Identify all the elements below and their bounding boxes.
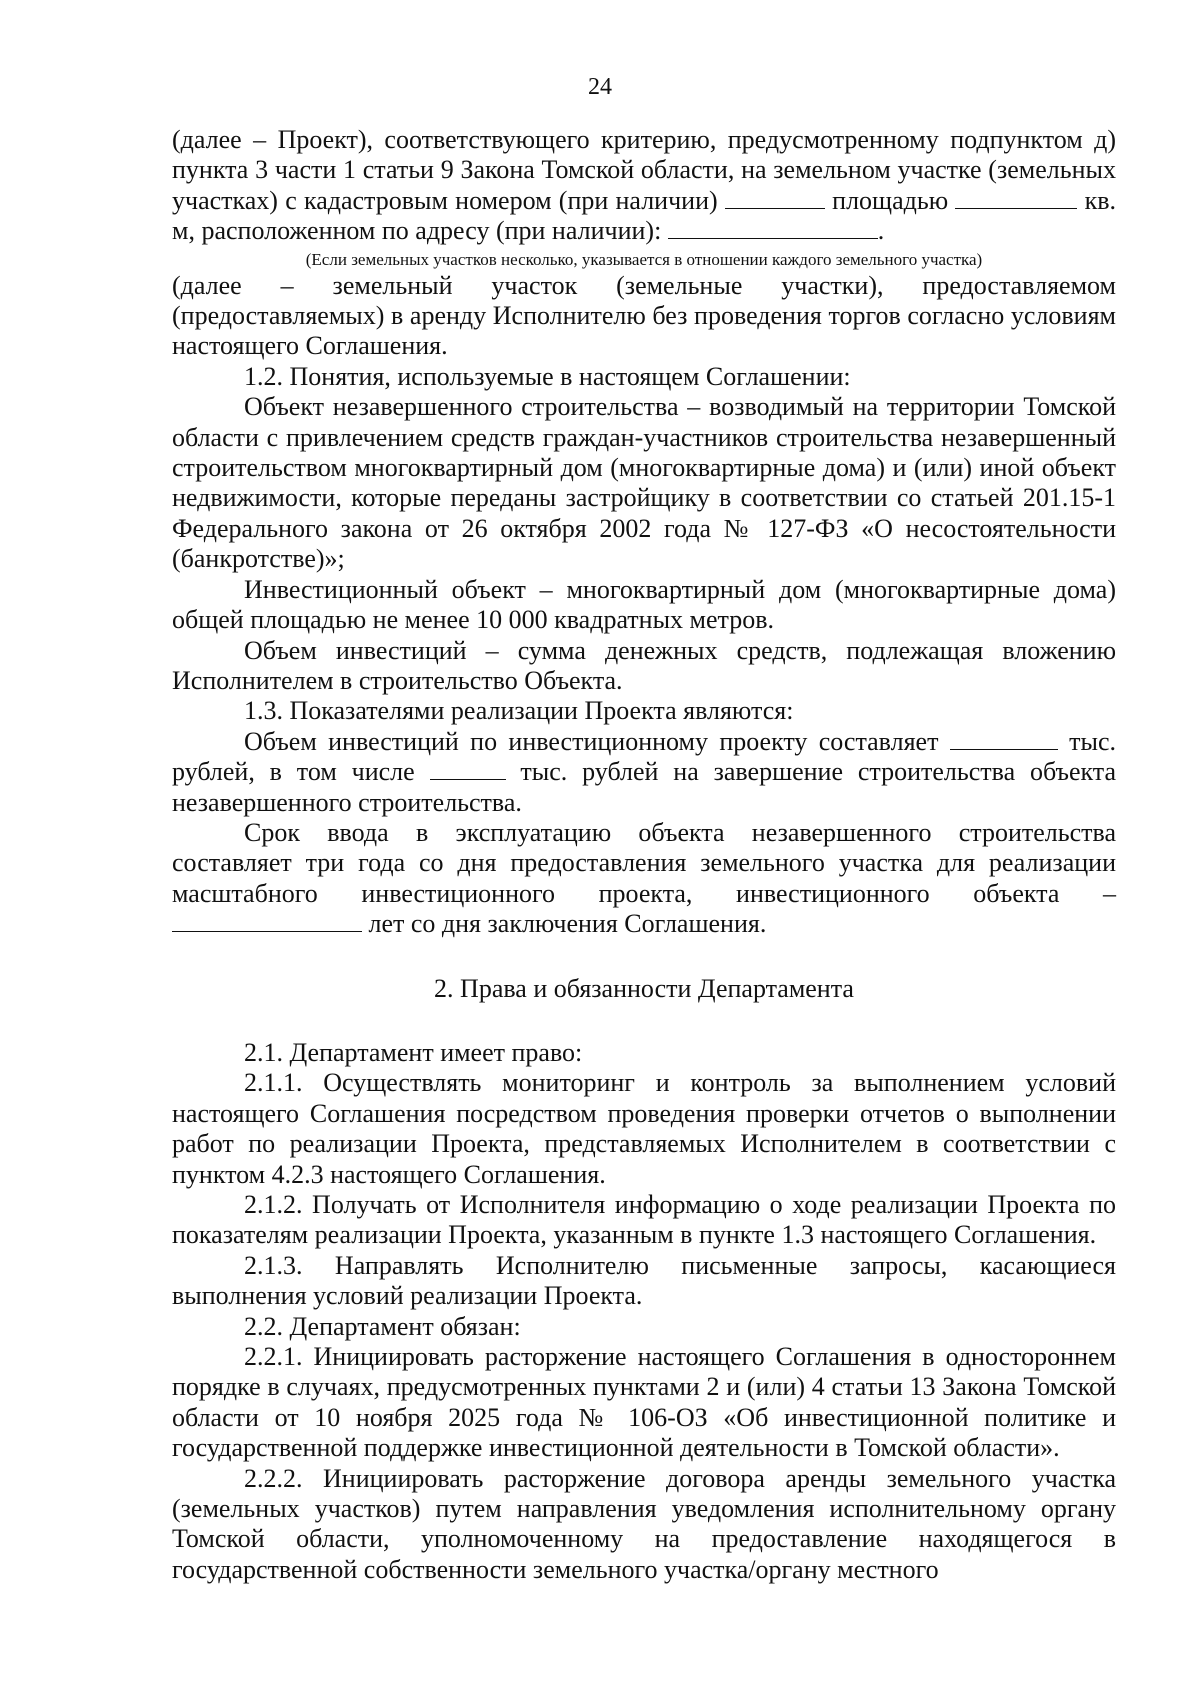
section-heading: 2. Права и обязанности Департамента [434, 973, 854, 1003]
indicator-commissioning-term [172, 818, 1116, 940]
years-blank [172, 911, 362, 932]
page-number: 24 [588, 74, 612, 100]
clause-2-2-1: 2.2.1. Инициировать расторжение настоящего Соглашения в одностороннем порядке в случаях, предусмотренных пунктами 2 и (или) 4 статьи 13 Закона Томской области от 10 ноября 2025 года № 106-ОЗ «Об инвестиционной политике и государственной поддержке инвестиционной деятельности в Томской области». [172, 1342, 1116, 1463]
footnote-note: (Если земельных участков несколько, указывается в отношении каждого земельного участка) [305, 249, 983, 269]
paragraph-land-plot: (далее – земельный участок (земельные участки), предоставляемом (предоставляемых) в аренду Исполнителю без проведения торгов согласно условиям настоящего Соглашения. [172, 270, 1116, 361]
definition-unfinished-object: Объект незавершенного строительства – возводимый на территории Томской области с привлечением средств граждан-участников строительства незавершенный строительством многоквартирный дом (многоквартирные дома) и (или) иной объект недвижимости, которые переданы застройщику в соответствии со статьей 201.15-1 Федерального закона от 26 октября 2002 года № 127-ФЗ «О несостоятельности (банкротстве)»; [172, 392, 1116, 574]
clause-1-2: 1.2. Понятия, используемые в настоящем Соглашении: [244, 361, 851, 391]
indicator-investment-volume [172, 727, 1116, 818]
clause-2-1-1: 2.1.1. Осуществлять мониторинг и контроль за выполнением условий настоящего Соглашения посредством проведения проверки отчетов о выполнении работ по реализации Проекта, представляемых Исполнителем в соответствии с пунктом 4.2.3 настоящего Соглашения. [172, 1068, 1116, 1189]
clause-2-1: 2.1. Департамент имеет право: [244, 1037, 583, 1067]
paragraph-text: (далее – Проект), соответствующего критерию, предусмотренному подпунктом д) пункта 3 части 1 статьи 9 Закона Томской области, на земельном участке (земельных участках) с кадастровым номером (при наличии) [172, 125, 1116, 215]
paragraph-text: Объем инвестиций по инвестиционному проекту составляет [244, 726, 939, 756]
clause-1-3: 1.3. Показателями реализации Проекта являются: [244, 696, 794, 726]
area-blank [955, 188, 1077, 209]
definition-investment-object: Инвестиционный объект – многоквартирный дом (многоквартирные дома) общей площадью не менее 10 000 квадратных метров. [172, 574, 1116, 635]
paragraph-text: лет со дня заключения Соглашения. [368, 909, 767, 939]
document-body [172, 125, 1116, 1585]
paragraph-text: тыс. рублей, в том числе [172, 726, 1117, 787]
paragraph-text: кв. м, расположенном по адресу (при наличии): [172, 185, 1117, 246]
paragraph-text: Срок ввода в эксплуатацию объекта незавершенного строительства составляет три года со дня предоставления земельного участка для реализации масштабного инвестиционного проекта, инвестиционного объекта – [172, 817, 1116, 908]
paragraph-text: . [877, 216, 885, 246]
definition-investment-volume: Объем инвестиций – сумма денежных средств, подлежащая вложению Исполнителем в строительство Объекта. [172, 635, 1116, 695]
clause-2-2-2: 2.2.2. Инициировать расторжение договора аренды земельного участка (земельных участков) путем направления уведомления исполнительному органу Томской области, уполномоченному на предоставление находящегося в государственной собственности земельного участка/органу местного [172, 1463, 1116, 1584]
paragraph-project-site [172, 125, 1116, 247]
clause-2-1-2: 2.1.2. Получать от Исполнителя информацию о ходе реализации Проекта по показателям реализации Проекта, указанным в пункте 1.3 настоящего Соглашения. [172, 1190, 1116, 1250]
investment-amount-blank [950, 729, 1058, 750]
cadastral-number-blank [725, 188, 825, 209]
clause-2-1-3: 2.1.3. Направлять Исполнителю письменные запросы, касающиеся выполнения условий реализации Проекта. [172, 1250, 1116, 1311]
completion-amount-blank [430, 759, 506, 780]
paragraph-text: площадью [832, 185, 949, 215]
address-blank [668, 218, 878, 239]
clause-2-2: 2.2. Департамент обязан: [244, 1311, 521, 1341]
paragraph-text: тыс. рублей на завершение строительства объекта незавершенного строительства. [172, 757, 1117, 817]
